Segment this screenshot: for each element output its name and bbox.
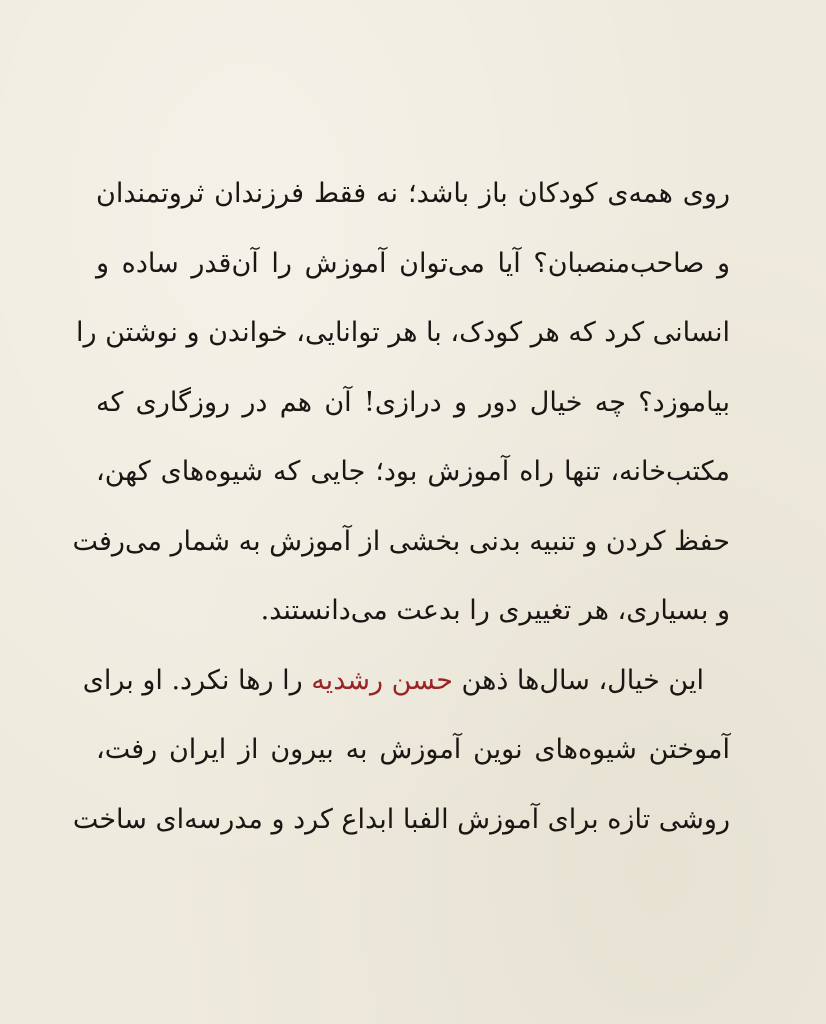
paragraph-2-text-after-name: را رها نکرد. او برای [82, 664, 312, 696]
person-name: حسن رشدیه [311, 664, 453, 696]
text-line-7: و بسیاری، هر تغییری را بدعت می‌دانستند. [260, 595, 730, 626]
paragraph-2-line-3: روشی تازه برای آموزش الفبا ابداع کرد و مدرسه‌ای ساخت [72, 803, 730, 835]
text-line-4: بیاموزد؟ چه خیال دور و درازی! آن هم در روزگاری که [96, 386, 730, 418]
text-line-6: حفظ کردن و تنبیه بدنی بخشی از آموزش به شمار می‌رفت [72, 525, 730, 557]
text-line-2: و صاحب‌منصبان؟ آیا می‌توان آموزش را آن‌قدر ساده و [96, 247, 730, 279]
text-line-1: روی همه‌ی کودکان باز باشد؛ نه فقط فرزندان ثروتمندان [96, 178, 730, 209]
paragraph-2-line-2: آموختن شیوه‌های نوین آموزش به بیرون از ایران رفت، [96, 734, 730, 765]
text-line-3: انسانی کرد که هر کودک، با هر توانایی، خواندن و نوشتن را [75, 317, 730, 348]
text-line-5: مکتب‌خانه، تنها راه آموزش بود؛ جایی که شیوه‌های کهن، [96, 456, 730, 487]
paragraph-2-line-1 [82, 655, 730, 725]
body-text [72, 168, 730, 863]
paragraph-2-text-before-name: این خیال، سال‌ها ذهن [452, 664, 704, 696]
